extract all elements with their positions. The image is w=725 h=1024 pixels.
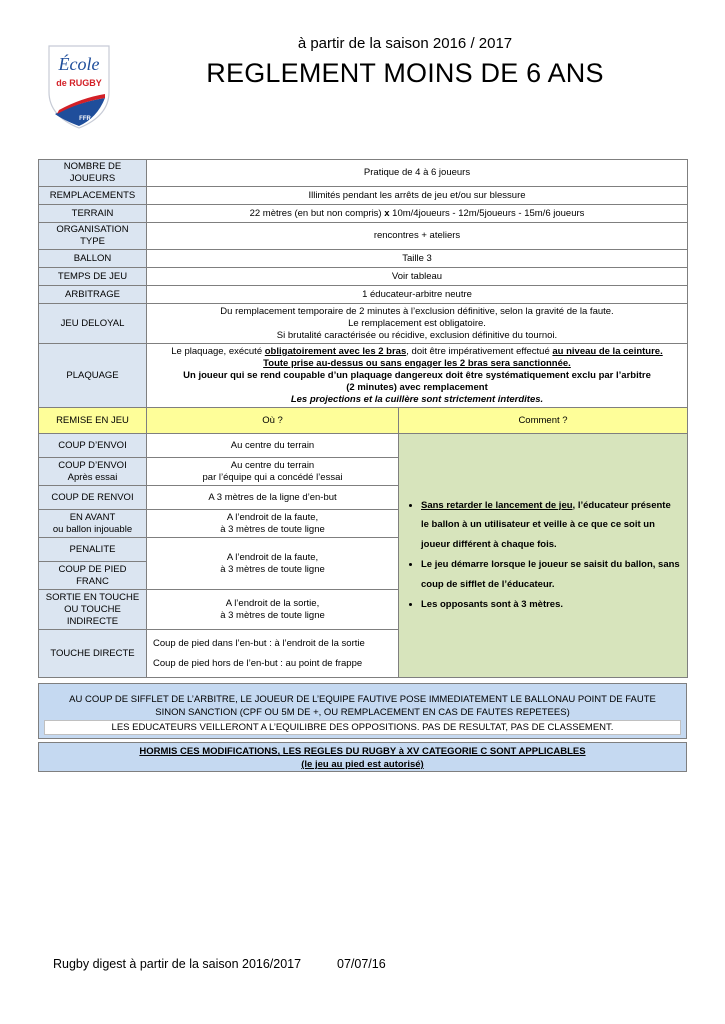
label-temps: TEMPS DE JEU xyxy=(39,268,147,286)
row-coup-envoi xyxy=(39,434,688,458)
row-remise-header xyxy=(39,408,688,434)
header-comment: Comment ? xyxy=(399,408,688,434)
terrain-part1: 22 mètres (en but non compris) xyxy=(249,207,385,219)
label-remplacements: REMPLACEMENTS xyxy=(39,187,147,205)
where-en-avant xyxy=(147,510,399,538)
where-penalite xyxy=(147,538,399,590)
comment-item-1 xyxy=(421,496,681,555)
value-terrain xyxy=(147,205,688,223)
where-en-avant-1: A l’endroit de la faute, xyxy=(226,511,319,523)
where-coup-envoi-essai xyxy=(147,458,399,486)
label-nombre: NOMBRE DE JOUEURS xyxy=(39,160,147,187)
where-coup-renvoi: A 3 mètres de la ligne d’en-but xyxy=(147,486,399,510)
label-touche-directe: TOUCHE DIRECTE xyxy=(39,630,147,678)
comment-item-2: • Le jeu démarre lorsque le joueur se saisit du ballon, sans coup de sifflet de l’éducateur. xyxy=(421,555,681,594)
deloyal-line1: Du remplacement temporaire de 2 minutes à l’exclusion définitive, selon la gravité de la faute. xyxy=(220,305,614,317)
label-coup-envoi-essai-2: Après essai xyxy=(67,471,118,483)
row-plaquage xyxy=(39,344,688,408)
rules-table xyxy=(38,159,688,678)
comment-item-3: • Les opposants sont à 3 mètres. xyxy=(421,595,681,615)
row-organisation xyxy=(39,223,688,250)
logo-text-rugby: de RUGBY xyxy=(56,78,102,88)
where-coup-envoi: Au centre du terrain xyxy=(147,434,399,458)
plaquage-line3 xyxy=(151,370,683,382)
row-terrain xyxy=(39,205,688,223)
label-deloyal: JEU DELOYAL xyxy=(39,304,147,344)
plaquage-l4: (2 minutes) avec remplacement xyxy=(346,381,488,393)
where-directe-1: Coup de pied dans l’en-but : à l’endroit de la sortie xyxy=(153,637,365,649)
ecole-de-rugby-logo xyxy=(45,40,113,130)
label-coup-pied-franc xyxy=(39,562,147,590)
where-penalite-2: à 3 mètres de toute ligne xyxy=(220,563,325,575)
applicable-line2-text: (le jeu au pied est autorisé) xyxy=(301,759,424,770)
sanction-box xyxy=(38,683,687,739)
comment-list xyxy=(407,496,681,615)
value-organisation: rencontres + ateliers xyxy=(147,223,688,250)
footer-date: 07/07/16 xyxy=(337,957,386,971)
label-franc-2: FRANC xyxy=(76,575,109,587)
label-franc-1: COUP DE PIED xyxy=(58,563,127,575)
label-sortie-1: SORTIE EN TOUCHE xyxy=(45,591,140,603)
plaquage-l1d: au niveau de la ceinture. xyxy=(552,345,663,357)
where-en-avant-2: à 3 mètres de toute ligne xyxy=(220,523,325,535)
where-touche-directe xyxy=(147,630,399,678)
label-sortie-3: INDIRECTE xyxy=(66,615,119,627)
row-arbitrage xyxy=(39,286,688,304)
comment-item-1-underlined: Sans retarder le lancement de jeu, xyxy=(421,499,576,511)
label-coup-envoi-essai xyxy=(39,458,147,486)
label-organisation: ORGANISATION TYPE xyxy=(39,223,147,250)
comment-cell xyxy=(399,434,688,678)
plaquage-l1c: , doit être impérativement effectué xyxy=(406,345,553,357)
plaquage-l1a: Le plaquage, exécuté xyxy=(171,345,265,357)
page-title: REGLEMENT MOINS DE 6 ANS xyxy=(206,58,604,88)
label-en-avant-2: ou ballon injouable xyxy=(52,523,133,535)
value-arbitrage: 1 éducateur-arbitre neutre xyxy=(147,286,688,304)
plaquage-line4 xyxy=(151,382,683,394)
value-ballon: Taille 3 xyxy=(147,250,688,268)
label-coup-envoi-essai-1: COUP D’ENVOI xyxy=(58,459,127,471)
plaquage-line1 xyxy=(151,346,683,358)
label-ballon: BALLON xyxy=(39,250,147,268)
season-subtitle: à partir de la saison 2016 / 2017 xyxy=(297,35,513,52)
applicable-line1 xyxy=(39,745,686,758)
label-en-avant xyxy=(39,510,147,538)
plaquage-l1b: obligatoirement avec les 2 bras xyxy=(264,345,407,357)
label-coup-envoi: COUP D’ENVOI xyxy=(39,434,147,458)
where-penalite-1: A l’endroit de la faute, xyxy=(226,551,319,563)
row-temps xyxy=(39,268,688,286)
plaquage-line2 xyxy=(151,358,683,370)
where-sortie-1: A l’endroit de la sortie, xyxy=(225,597,320,609)
label-coup-renvoi: COUP DE RENVOI xyxy=(39,486,147,510)
plaquage-l5: Les projections et la cuillère sont strictement interdites. xyxy=(290,393,544,405)
terrain-x: x xyxy=(384,207,390,219)
sanction-line3: LES EDUCATEURS VEILLERONT A L’EQUILIBRE DES OPPOSITIONS. PAS DE RESULTAT, PAS DE CLASSEMENT. xyxy=(44,720,681,735)
comment-item-1-rest: l’éducateur présente le ballon à un utilisateur et veille à ce que ce soit un joueur différent à chaque fois. xyxy=(421,499,671,550)
where-envoi-essai-1: Au centre du terrain xyxy=(230,459,315,471)
value-remplacements: Illimités pendant les arrêts de jeu et/ou sur blessure xyxy=(147,187,688,205)
label-penalite: PENALITE xyxy=(39,538,147,562)
applicable-line2 xyxy=(39,758,686,771)
logo-text-ffr: FFR xyxy=(79,116,91,122)
plaquage-l2: Toute prise au-dessus ou sans engager les 2 bras sera sanctionnée. xyxy=(263,357,571,369)
row-ballon xyxy=(39,250,688,268)
label-sortie-2: OU TOUCHE xyxy=(64,603,121,615)
label-plaquage: PLAQUAGE xyxy=(39,344,147,408)
terrain-part2: 10m/4joueurs - 12m/5joueurs - 15m/6 joueurs xyxy=(389,207,585,219)
logo-text-ecole: École xyxy=(58,54,100,74)
label-en-avant-1: EN AVANT xyxy=(69,511,116,523)
sanction-line1: AU COUP DE SIFFLET DE L’ARBITRE, LE JOUEUR DE L’EQUIPE FAUTIVE POSE IMMEDIATEMENT LE BALLONAU POINT DE FAUTE xyxy=(69,694,656,705)
where-sortie-2: à 3 mètres de toute ligne xyxy=(220,609,325,621)
deloyal-line2: Le remplacement est obligatoire. xyxy=(348,317,486,329)
value-temps: Voir tableau xyxy=(147,268,688,286)
footer-text: Rugby digest à partir de la saison 2016/2017 xyxy=(53,957,302,971)
label-terrain: TERRAIN xyxy=(39,205,147,223)
deloyal-line3: Si brutalité caractérisée ou récidive, exclusion définitive du tournoi. xyxy=(276,329,558,341)
applicable-line1-text: HORMIS CES MODIFICATIONS, LES REGLES DU RUGBY à XV CATEGORIE C SONT APPLICABLES xyxy=(139,746,586,757)
where-directe-2: Coup de pied hors de l’en-but : au point de frappe xyxy=(153,657,363,669)
row-deloyal xyxy=(39,304,688,344)
label-sortie-touche xyxy=(39,590,147,630)
where-sortie-touche xyxy=(147,590,399,630)
label-arbitrage: ARBITRAGE xyxy=(39,286,147,304)
header-ou: Où ? xyxy=(147,408,399,434)
value-deloyal xyxy=(147,304,688,344)
plaquage-l3: Un joueur qui se rend coupable d’un plaquage dangereux doit être systématiquement exclu par l’arbitre xyxy=(183,369,651,381)
row-remplacements xyxy=(39,187,688,205)
value-plaquage xyxy=(147,344,688,408)
sanction-line2: SINON SANCTION (CPF OU 5M DE +, OU REMPLACEMENT EN CAS DE FAUTES REPETEES) xyxy=(155,707,570,718)
header-remise: REMISE EN JEU xyxy=(39,408,147,434)
row-nombre xyxy=(39,160,688,187)
value-nombre: Pratique de 4 à 6 joueurs xyxy=(147,160,688,187)
where-envoi-essai-2: par l’équipe qui a concédé l’essai xyxy=(202,471,343,483)
plaquage-line5 xyxy=(151,394,683,406)
applicable-rules-box xyxy=(38,742,687,772)
